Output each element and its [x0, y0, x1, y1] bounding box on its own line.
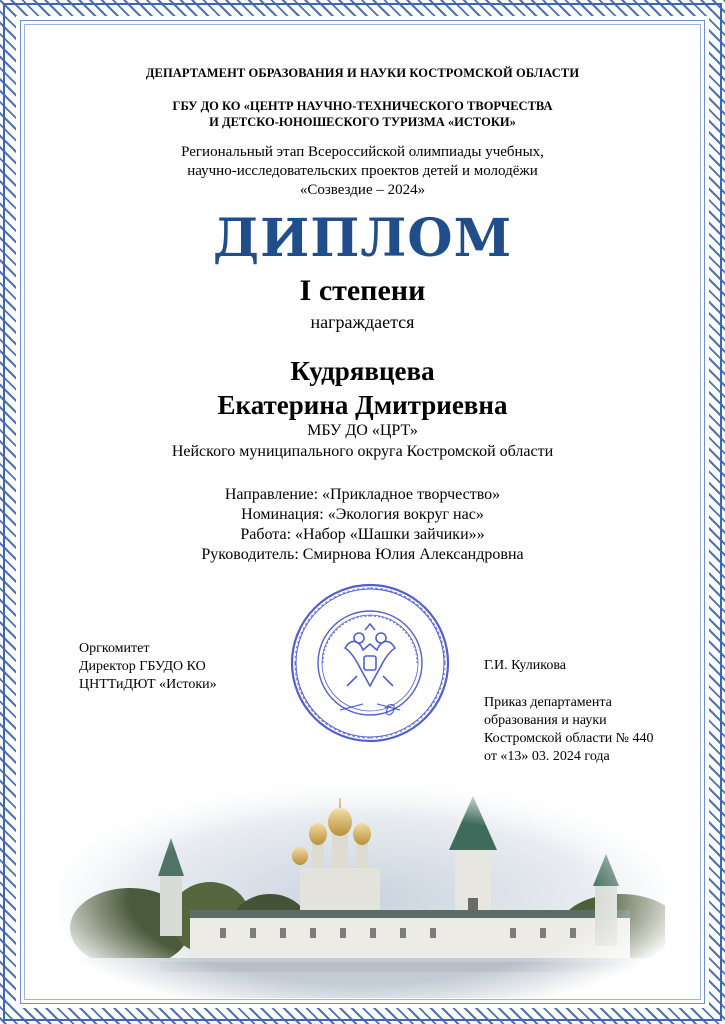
- event-description: [0, 143, 725, 200]
- school-line-1: МБУ ДО «ЦРТ»: [307, 422, 418, 439]
- monastery-landscape-image: [60, 778, 665, 998]
- recipient-school: [0, 420, 725, 462]
- recipient-first-names: Екатерина Дмитриевна: [217, 390, 508, 420]
- event-line-2: научно-исследовательских проектов детей и молодёжи: [187, 163, 538, 179]
- order-line-1: Приказ департамента: [484, 695, 612, 710]
- organization-line-2: И ДЕТСКО-ЮНОШЕСКОГО ТУРИЗМА «ИСТОКИ»: [209, 115, 516, 129]
- school-line-2: Нейского муниципального округа Костромской области: [171, 443, 554, 460]
- order-reference: [484, 694, 654, 766]
- event-line-3: «Созвездие – 2024»: [299, 182, 426, 198]
- direction-line: Направление: «Прикладное творчество»: [224, 486, 501, 503]
- recipient-last-name: Кудрявцева: [290, 356, 435, 386]
- supervisor-line: Руководитель: Смирнова Юлия Александровна: [201, 546, 524, 563]
- organization-heading: [0, 98, 725, 130]
- diploma-degree: I степени: [299, 274, 426, 307]
- order-line-3: Костромской области № 440: [484, 731, 654, 746]
- committee-label: Оргкомитет: [79, 641, 150, 656]
- recipient-name: [0, 354, 725, 422]
- order-line-2: образования и науки: [484, 713, 607, 728]
- department-heading: ДЕПАРТАМЕНТ ОБРАЗОВАНИЯ И НАУКИ КОСТРОМСКОЙ ОБЛАСТИ: [145, 66, 580, 80]
- signatory-block: [79, 640, 217, 694]
- diploma-title: ДИПЛОМ: [212, 208, 513, 269]
- work-line: Работа: «Набор «Шашки зайчики»»: [240, 526, 485, 543]
- organization-line-1: ГБУ ДО КО «ЦЕНТР НАУЧНО-ТЕХНИЧЕСКОГО ТВОРЧЕСТВА: [172, 99, 553, 113]
- nomination-line: Номинация: «Экология вокруг нас»: [241, 506, 484, 523]
- order-line-4: от «13» 03. 2024 года: [484, 749, 610, 764]
- awarded-label: награждается: [310, 312, 415, 332]
- official-seal-icon: [285, 578, 455, 748]
- position-line-2: ЦНТТиДЮТ «Истоки»: [79, 677, 217, 692]
- award-details: [0, 485, 725, 565]
- signer-name: Г.И. Куликова: [484, 658, 567, 673]
- event-line-1: Региональный этап Всероссийской олимпиады учебных,: [181, 144, 544, 160]
- position-line-1: Директор ГБУДО КО: [79, 659, 206, 674]
